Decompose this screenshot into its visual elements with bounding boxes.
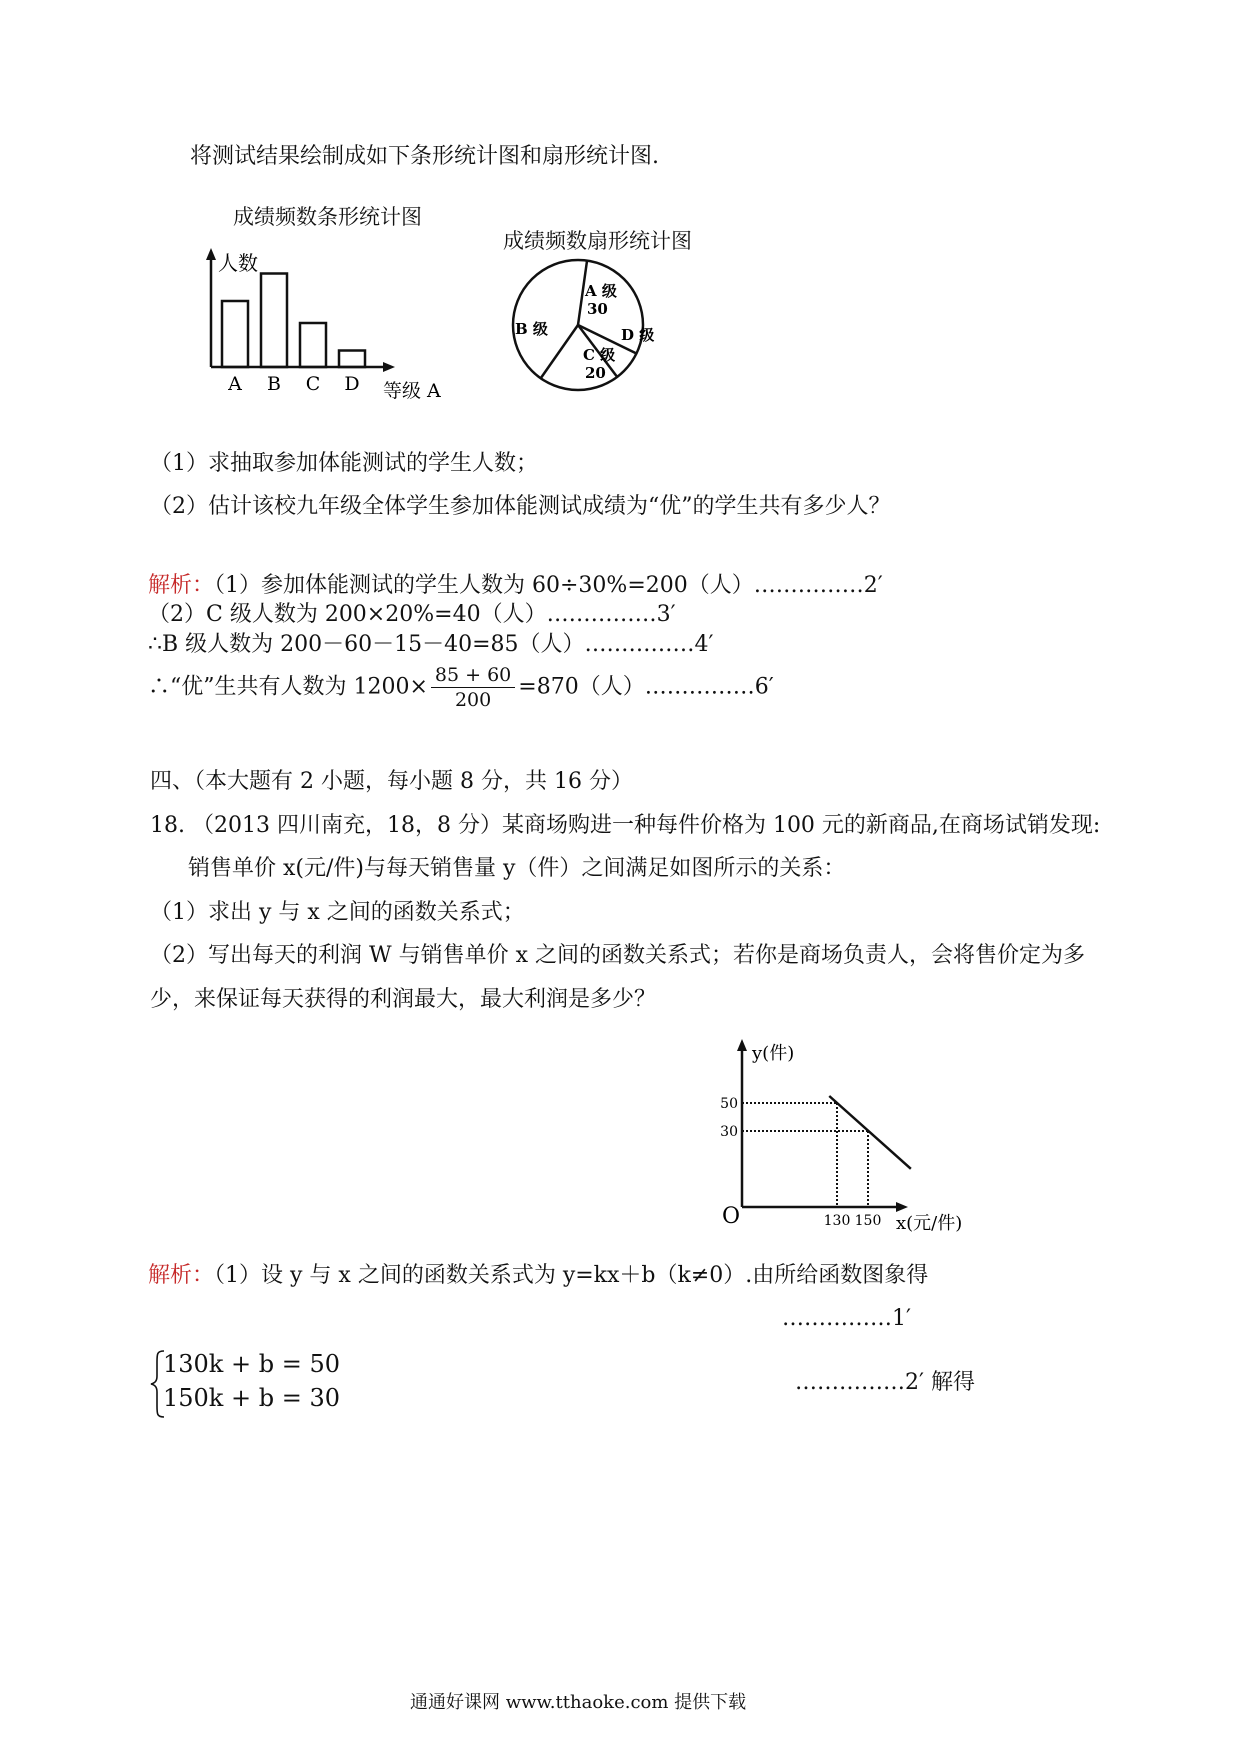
y-tick-label: 30: [720, 1124, 738, 1140]
bar-chart: [195, 240, 465, 410]
question-18-sub-1: （1）求出 y 与 x 之间的函数关系式；: [150, 900, 525, 925]
bar-A: [222, 301, 248, 367]
solution-text: （1）设 y 与 x 之间的函数关系式为 y=kx＋b（k≠0）.由所给函数图象得: [214, 1263, 929, 1288]
section-4-heading: 四、（本大题有 2 小题，每小题 8 分，共 16 分）: [150, 769, 633, 794]
solution-1-line-3: ∴B 级人数为 200－60－15－40=85（人）……………4′: [148, 632, 714, 657]
solution-1-line-2: （2）C 级人数为 200×20%=40（人）……………3′: [148, 602, 676, 627]
equation-1: 130k + b = 50: [163, 1350, 340, 1378]
bar-D: [339, 351, 365, 368]
x-axis-label: x(元/件): [896, 1213, 963, 1234]
pie-value-a: 30: [587, 300, 608, 318]
y-axis-label: y(件): [752, 1043, 795, 1064]
question-18-sub-2a: （2）写出每天的利润 W 与销售单价 x 之间的函数关系式；若你是商场负责人，会将售价定为多: [150, 943, 1085, 968]
solution-1-line-4: [148, 663, 774, 712]
bar-chart-title: 成绩频数条形统计图: [233, 205, 422, 229]
question-18-line-2: 销售单价 x(元/件)与每天销售量 y（件）之间满足如图所示的关系：: [188, 856, 846, 881]
solution-line-4-pre: ∴“优”生共有人数为 1200×: [148, 674, 428, 700]
footer-text: 通通好课网 www.tthaoke.com 提供下载: [410, 1692, 747, 1713]
pie-chart-plot: [513, 260, 654, 390]
bar-chart-plot: [206, 248, 441, 402]
x-axis-arrow-icon: [896, 1202, 908, 1212]
solution-1-line-1: [148, 572, 883, 600]
y-axis-label: 人数: [218, 251, 258, 275]
score-mark-1: ……………1′: [782, 1306, 911, 1331]
bar-B: [261, 274, 287, 368]
y-tick-label: 50: [720, 1096, 738, 1112]
pie-label-b: B 级: [515, 320, 548, 338]
x-tick-label: A: [228, 373, 242, 395]
pie-label-d: D 级: [621, 326, 655, 344]
pie-chart: [505, 256, 655, 396]
x-axis-label: 等级 A: [383, 380, 441, 402]
y-axis-arrow-icon: [737, 1039, 747, 1051]
x-tick-label: 150: [854, 1213, 882, 1229]
equation-2: 150k + b = 30: [163, 1384, 340, 1412]
solution-label: 解析：: [148, 1263, 215, 1288]
solution-line-4-post: =870（人）……………6′: [518, 674, 774, 700]
pie-value-c: 20: [585, 364, 606, 382]
fraction-numerator: 85 + 60: [431, 663, 515, 688]
intro-text: 将测试结果绘制成如下条形统计图和扇形统计图.: [190, 144, 659, 169]
x-tick-label: B: [267, 373, 281, 395]
y-axis-arrow-icon: [206, 248, 216, 260]
function-line: [829, 1096, 911, 1169]
origin-label: O: [722, 1204, 741, 1229]
x-tick-label: C: [305, 373, 321, 395]
fraction: [431, 663, 515, 712]
x-tick-label: D: [344, 373, 360, 395]
question-1: （1）求抽取参加体能测试的学生人数；: [150, 451, 538, 476]
fraction-denominator: 200: [454, 689, 492, 711]
solution-text: （1）参加体能测试的学生人数为 60÷30%=200（人）……………2′: [214, 573, 883, 598]
x-axis-arrow-icon: [383, 362, 395, 372]
question-2: （2）估计该校九年级全体学生参加体能测试成绩为“优”的学生共有多少人？: [150, 494, 891, 519]
pie-chart-title: 成绩频数扇形统计图: [503, 229, 692, 253]
bar-C: [300, 323, 326, 367]
question-18-line-1: 18. （2013 四川南充，18，8 分）某商场购进一种每件价格为 100 元的新商品,在商场试销发现:: [150, 813, 1101, 838]
x-tick-label: 130: [823, 1213, 851, 1229]
line-graph: [700, 1035, 975, 1240]
solution-label: 解析：: [148, 573, 215, 598]
line-graph-plot: [720, 1039, 962, 1234]
pie-label-c: C 级: [583, 346, 616, 364]
question-18-sub-2b: 少，来保证每天获得的利润最大，最大利润是多少？: [150, 987, 657, 1012]
pie-label-a: A 级: [585, 282, 617, 300]
score-mark-2: ……………2′ 解得: [795, 1370, 975, 1395]
solution-2-line-1: [148, 1262, 928, 1290]
